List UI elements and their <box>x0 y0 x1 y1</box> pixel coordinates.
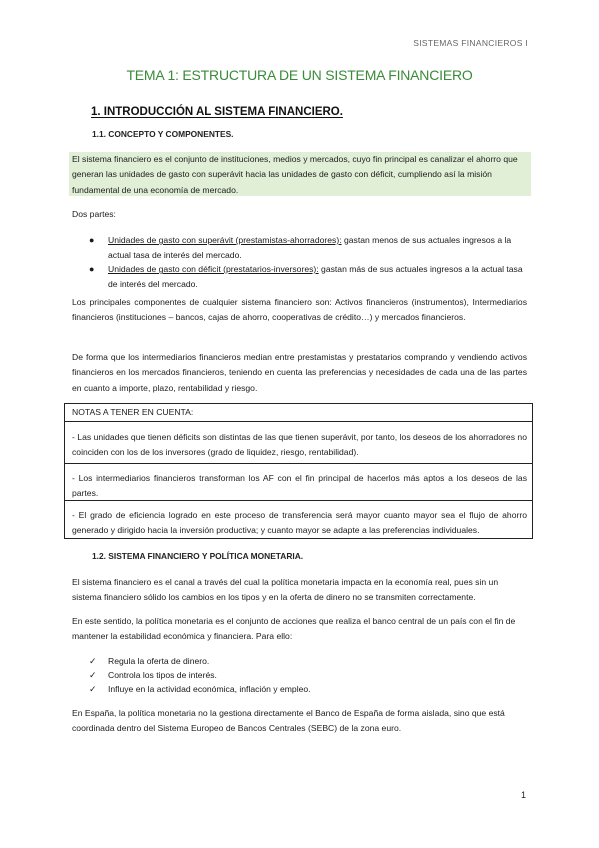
bullet-term: Unidades de gasto con déficit (prestatarios-inversores): <box>108 264 319 275</box>
components-paragraph: Los principales componentes de cualquier sistema financiero son: Activos financieros (instrumentos), Intermediarios financieros (instituciones – bancos, cajas de ahorro, cooperativas de crédito…) y mercados financieros. <box>72 297 527 323</box>
checkmark-icon: ✓ <box>89 656 97 666</box>
list-item <box>72 262 532 291</box>
list-item <box>72 233 532 262</box>
check-text: Influye en la actividad económica, inflación y empleo. <box>108 684 311 694</box>
bullet-description: gastan menos de sus actuales ingresos a la actual tasa de interés del mercado. <box>108 235 512 260</box>
check-text: Controla los tipos de interés. <box>108 670 217 680</box>
bullet-description: gastan más de sus actuales ingresos a la actual tasa de interés del mercado. <box>108 264 523 289</box>
checkmark-icon: ✓ <box>89 670 97 680</box>
checkmark-icon: ✓ <box>89 684 97 694</box>
espana-paragraph: En España, la política monetaria no la gestiona directamente el Banco de España de forma aislada, sino que está coordinada dentro del Sistema Europeo de Bancos Centrales (SEBC) de la zona euro. <box>72 708 505 734</box>
list-item <box>72 668 512 682</box>
note-item: - El grado de eficiencia logrado en este proceso de transferencia será mayor cuanto mayor sea el flujo de ahorro generado y dirigido hacia la inversión productiva; y cuanto mayor se adapte a las preferencias individuales. <box>72 510 527 536</box>
note-item: - Los intermediarios financieros transforman los AF con el fin principal de hacerlos más aptos a los deseos de las partes. <box>72 473 527 499</box>
parts-bullet-list <box>72 233 532 291</box>
bullet-icon: ● <box>89 264 95 275</box>
canal-paragraph: El sistema financiero es el canal a través del cual la política monetaria impacta en la economía real, pues sin un sistema financiero sólido los cambios en los tipos y en la oferta de dinero no se transmiten correctamente. <box>72 577 499 603</box>
subsection-heading-1: 1.1. CONCEPTO Y COMPONENTES. <box>92 129 234 139</box>
sentido-paragraph: En este sentido, la política monetaria es el conjunto de acciones que realiza el banco central de un país con el fin de mantener la estabilidad económica y financiera. Para ello: <box>72 616 516 642</box>
check-text: Regula la oferta de dinero. <box>108 656 210 666</box>
list-item <box>72 682 512 696</box>
bullet-term: Unidades de gasto con superávit (prestamistas-ahorradores): <box>108 235 342 245</box>
dos-partes-label: Dos partes: <box>72 209 116 219</box>
page-number: 1 <box>520 790 526 800</box>
note-item: - Las unidades que tienen déficits son distintas de las que tienen superávit, por tanto, los deseos de los ahorradores no coinciden con los de los inversores (grado de liquidez, riesgo, rentabilidad). <box>72 432 527 458</box>
notes-heading: NOTAS A TENER EN CUENTA: <box>72 407 194 417</box>
divider <box>65 463 532 464</box>
subsection-heading-2: 1.2. SISTEMA FINANCIERO Y POLÍTICA MONETARIA. <box>92 551 304 561</box>
section-heading: 1. INTRODUCCIÓN AL SISTEMA FINANCIERO. <box>91 106 343 118</box>
list-item <box>72 654 512 668</box>
bullet-icon: ● <box>89 235 95 245</box>
checklist <box>72 654 512 696</box>
definition-paragraph: El sistema financiero es el conjunto de instituciones, medios y mercados, cuyo fin principal es canalizar el ahorro que generan las unidades de gasto con superávit hacia las unidades de gasto con déficit, cumpliendo así la misión fundamental de una economía de mercado. <box>72 154 518 195</box>
running-header: SISTEMAS FINANCIEROS I <box>413 38 528 48</box>
page-title: TEMA 1: ESTRUCTURA DE UN SISTEMA FINANCIERO <box>126 67 473 83</box>
divider <box>65 421 532 422</box>
intermediarios-paragraph: De forma que los intermediarios financieros median entre prestamistas y prestatarios comprando y vendiendo activos financieros en los mercados financieros, teniendo en cuenta las preferencias y necesidades de cada una de las partes en cuanto a importe, plazo, rentabilidad y riesgo. <box>72 352 527 393</box>
